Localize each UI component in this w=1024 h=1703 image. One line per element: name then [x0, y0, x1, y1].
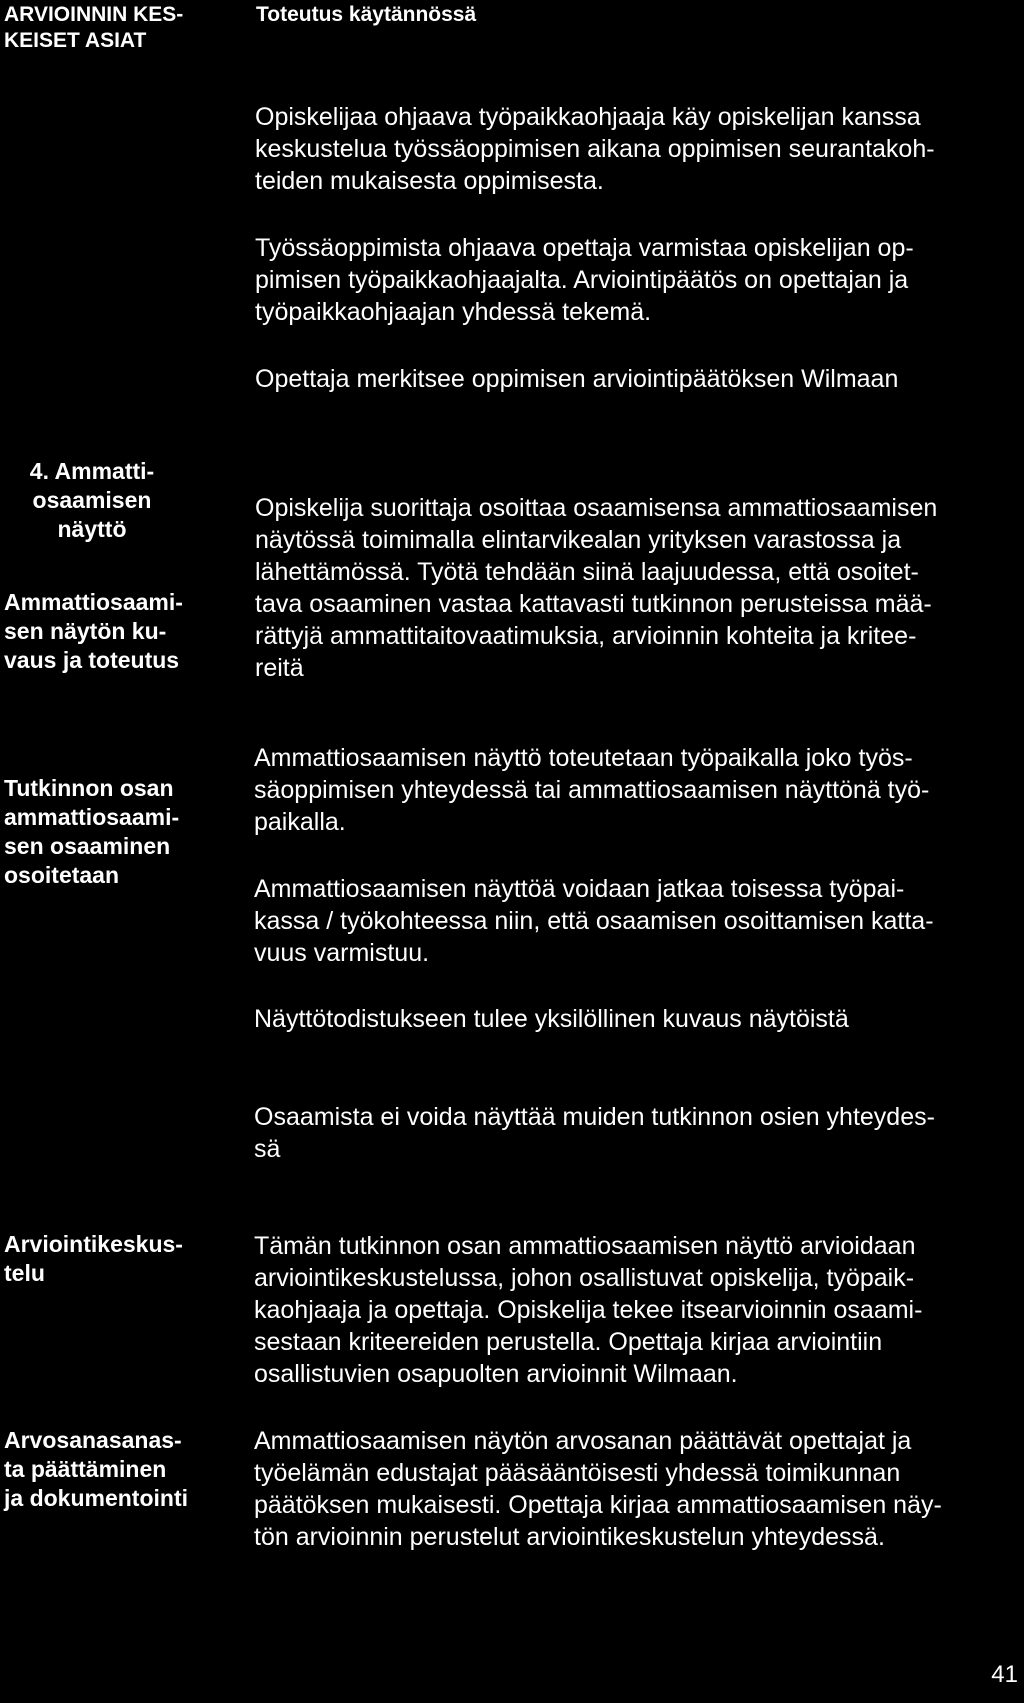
top-paragraph-3: Opettaja merkitsee oppimisen arviointipäätöksen Wilmaan	[255, 365, 899, 393]
section-4-sublabel: Ammattiosaami- sen näytön ku- vaus ja toteutus	[4, 589, 183, 673]
demonstration-paragraph-2: Ammattiosaamisen näyttöä voidaan jatkaa toisessa työpai- kassa / työkohteessa niin, että osaamisen osoittamisen katta- vuus varmistuu.	[254, 875, 934, 967]
section-4-paragraph: Opiskelija suorittaja osoittaa osaamisensa ammattiosaamisen näytössä toimimalla elintarvikealan yrityksen varastossa ja lähettämössä. Työtä tehdään siinä laajuudessa, että osoitet- tava osaaminen vastaa kattavasti tutkinnon perusteissa mää- rättyjä ammattitaitovaatimuksia, arvioinnin kohteita ja kritee- reitä	[255, 494, 938, 682]
demonstration-paragraph-4: Osaamista ei voida näyttää muiden tutkinnon osien yhteydes- sä	[254, 1103, 935, 1163]
top-paragraph-2: Työssäoppimista ohjaava opettaja varmistaa opiskelijan op- pimisen työpaikkaohjaajalta. Arviointipäätös on opettajan ja työpaikkaohjaajan yhdessä tekemä.	[255, 234, 914, 326]
section-4-label: 4. Ammatti- osaamisen näyttö	[29, 458, 155, 542]
demonstration-paragraph-1: Ammattiosaamisen näyttö toteutetaan työpaikalla joko työs- säoppimisen yhteydessä tai ammattiosaamisen näyttönä työ- paikalla.	[254, 744, 930, 836]
page-number: 41	[991, 1661, 1018, 1688]
grading-paragraph: Ammattiosaamisen näytön arvosanan päättävät opettajat ja työelämän edustajat pääsääntöisesti yhdessä toimikunnan päätöksen mukaisesti. Opettaja kirjaa ammattiosaamisen näy- tön arvioinnin perustelut arviointikeskustelun yhteydessä.	[254, 1427, 942, 1551]
column-header-implementation: Toteutus käytännössä	[256, 3, 477, 26]
section-grading-label: Arvosanasanas- ta päättäminen ja dokumentointi	[4, 1427, 188, 1511]
section-demonstration-label: Tutkinnon osan ammattiosaami- sen osaaminen osoitetaan	[4, 775, 180, 888]
section-assessment-discussion-label: Arviointikeskus- telu	[4, 1231, 183, 1286]
top-paragraph-1: Opiskelijaa ohjaava työpaikkaohjaaja käy opiskelijan kanssa keskustelua työssäoppimisen aikana oppimisen seurantakoh- teiden mukaisesta oppimisesta.	[255, 103, 935, 195]
demonstration-paragraph-3: Näyttötodistukseen tulee yksilöllinen kuvaus näytöistä	[254, 1005, 849, 1033]
assessment-discussion-paragraph: Tämän tutkinnon osan ammattiosaamisen näyttö arvioidaan arviointikeskustelussa, johon osallistuvat opiskelija, työpaik- kaohjaaja ja opettaja. Opiskelija tekee itsearvioinnin osaami- sestaan kriteereiden perustella. Opettaja kirjaa arviointiin osallistuvien osapuolten arvioinnit Wilmaan.	[254, 1232, 923, 1388]
column-header-assessment: ARVIOINNIN KES- KEISET ASIAT	[4, 3, 184, 52]
